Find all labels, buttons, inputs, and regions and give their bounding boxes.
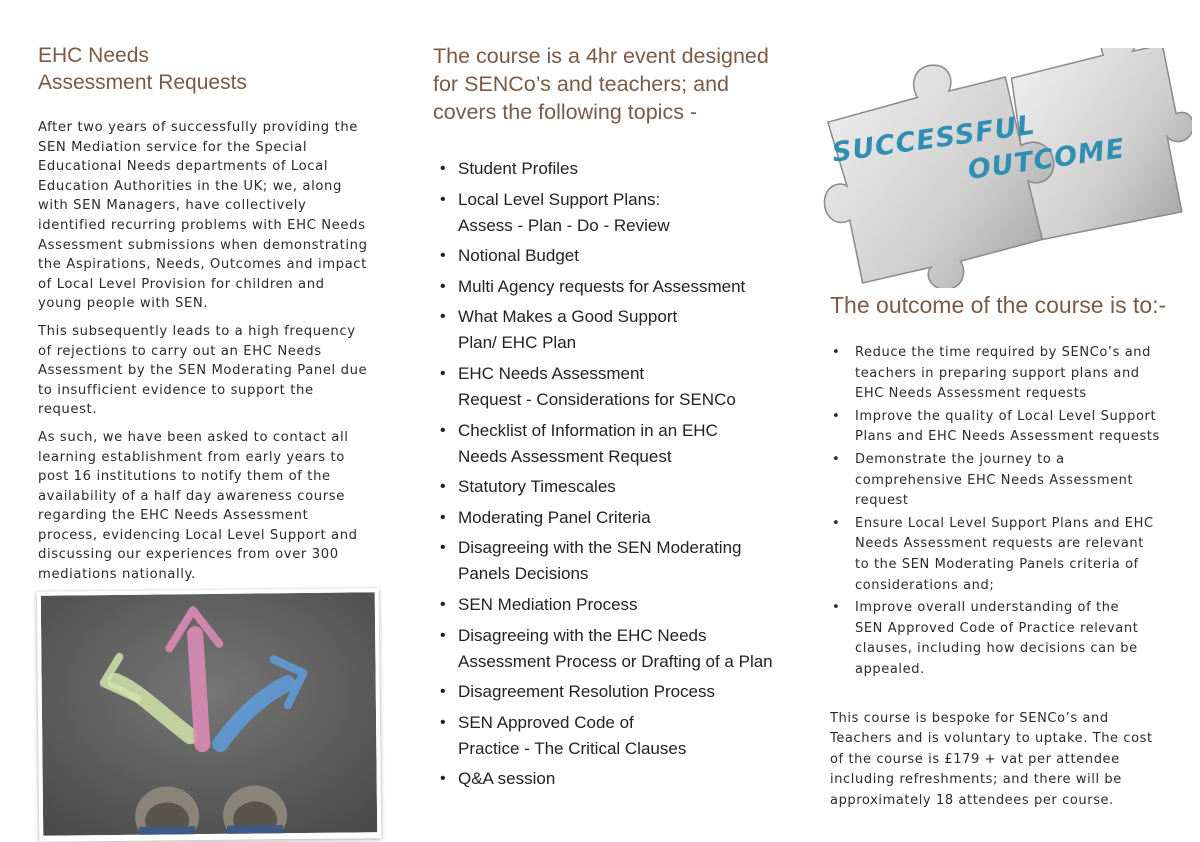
course-column — [433, 42, 803, 797]
outcome-line: comprehensive EHC Needs Assessment — [855, 472, 1134, 488]
topic-item — [433, 766, 803, 792]
topic-line: • Local Level Support Plans: — [458, 189, 661, 209]
outcome-line: • Improve overall understanding of the — [855, 600, 1120, 616]
bespoke-line: This course is bespoke for SENCo’s and — [830, 710, 1109, 726]
topic-line: Request - Considerations for SENCo — [458, 389, 736, 409]
outcome-line: Plans and EHC Needs Assessment requests — [855, 429, 1160, 445]
course-heading — [433, 42, 803, 126]
topic-item — [433, 679, 803, 705]
intro-heading-line: EHC Needs — [38, 44, 149, 67]
topic-item — [433, 505, 803, 531]
topic-line: Panels Decisions — [458, 564, 589, 584]
topic-line: Assess - Plan - Do - Review — [458, 215, 670, 235]
topic-line: Needs Assessment Request — [458, 446, 672, 466]
chalk-arrows-photo — [37, 588, 382, 842]
topic-line: Plan/ EHC Plan — [458, 333, 577, 353]
course-heading-line: for SENCo’s and teachers; and — [433, 72, 729, 96]
intro-paragraph: As such, we have been asked to contact all learning establishment from early years to post 16 institutions to notify them of the availability of a half day awareness course regarding the EHC Needs Assessment process, evidencing Local Level Support and discussing our experiences from over 300 mediations nationally. — [38, 429, 358, 583]
chalk-arrows-illustration — [41, 592, 377, 835]
bespoke-line: of the course is £179 + vat per attendee — [830, 751, 1120, 767]
outcome-item — [830, 514, 1170, 596]
intro-heading-line: Assessment Requests — [38, 71, 247, 94]
puzzle-pieces-icon — [818, 48, 1192, 288]
topic-item — [433, 474, 803, 500]
topic-line: • Checklist of Information in an EHC — [458, 420, 718, 440]
topic-line: • SEN Approved Code of — [458, 712, 634, 732]
outcome-heading: The outcome of the course is to:- — [830, 292, 1167, 318]
topic-item — [433, 535, 803, 587]
outcome-line: • Reduce the time required by SENCo’s and — [855, 345, 1151, 360]
intro-paragraph: This subsequently leads to a high frequency of rejections to carry out an EHC Needs Assessment by the SEN Moderating Panel due to insufficient evidence to support the request. — [38, 323, 368, 418]
topics-list — [433, 156, 803, 792]
topic-item — [433, 304, 803, 356]
topic-line: • Disagreeing with the EHC Needs — [458, 625, 707, 645]
topic-line: • Multi Agency requests for Assessment — [458, 276, 746, 296]
outcome-item — [830, 450, 1170, 512]
outcome-item — [830, 407, 1170, 448]
bespoke-line: including refreshments; and there will be — [830, 772, 1122, 788]
topic-item — [433, 274, 803, 300]
outcome-item — [830, 343, 1170, 405]
bespoke-paragraph — [830, 709, 1170, 812]
intro-paragraph: After two years of successfully providing the SEN Mediation service for the Special Educational Needs departments of Local Education Authorities in the UK; we, along with SEN Managers, have collectively identified recurring problems with EHC Needs Assessment submissions when demonstrating the Aspirations, Needs, Outcomes and impact of Local Level Provision for children and young people with SEN. — [38, 120, 368, 312]
topic-item — [433, 243, 803, 269]
topic-item — [433, 418, 803, 470]
intro-heading — [38, 42, 368, 96]
course-heading-line: covers the following topics - — [433, 100, 698, 124]
outcome-line: to the SEN Moderating Panels criteria of — [855, 556, 1139, 572]
puzzle-word2: OUTCOME — [965, 133, 1128, 187]
topic-line: • Notional Budget — [458, 246, 579, 266]
outcomes-list — [830, 343, 1170, 681]
outcome-line: teachers in preparing support plans and — [855, 365, 1140, 381]
topic-item — [433, 361, 803, 413]
topic-line: • Q&A session — [458, 769, 556, 789]
topic-line: • EHC Needs Assessment — [458, 363, 645, 383]
topic-line: • Disagreeing with the SEN Moderating — [458, 538, 742, 558]
topic-line: • Moderating Panel Criteria — [458, 507, 651, 527]
topic-item — [433, 187, 803, 239]
outcome-line: • Improve the quality of Local Level Support — [855, 408, 1157, 424]
topic-item — [433, 710, 803, 762]
topic-line: • Student Profiles — [458, 159, 579, 178]
outcome-line: • Ensure Local Level Support Plans and EHC — [855, 515, 1154, 531]
outcome-line: considerations and; — [855, 577, 995, 593]
topic-item — [433, 156, 803, 182]
bespoke-line: approximately 18 attendees per course. — [830, 792, 1114, 808]
outcome-line: clauses, including how decisions can be — [855, 641, 1138, 657]
topic-line: • Statutory Timescales — [458, 477, 616, 497]
topic-item — [433, 592, 803, 618]
topic-line: Practice - The Critical Clauses — [458, 738, 687, 758]
outcome-line: Needs Assessment requests are relevant — [855, 536, 1144, 552]
bespoke-line: Teachers and is voluntary to uptake. The cost — [830, 731, 1153, 747]
outcome-line: request — [855, 493, 909, 509]
outcome-column — [830, 290, 1170, 811]
topic-line: Assessment Process or Drafting of a Plan — [458, 651, 773, 671]
outcome-item — [830, 598, 1170, 680]
topic-line: • SEN Mediation Process — [458, 594, 638, 614]
topic-item — [433, 623, 803, 675]
outcome-line: SEN Approved Code of Practice relevant — [855, 620, 1139, 636]
outcome-line: EHC Needs Assessment requests — [855, 386, 1087, 402]
outcome-line: • Demonstrate the journey to a — [855, 451, 1065, 467]
topic-line: • What Makes a Good Support — [458, 307, 678, 327]
puzzle-graphic — [818, 48, 1192, 288]
puzzle-word1: SUCCESSFUL — [830, 109, 1038, 169]
outcome-line: appealed. — [855, 661, 925, 677]
course-heading-line: The course is a 4hr event designed — [433, 44, 769, 68]
topic-line: • Disagreement Resolution Process — [458, 682, 716, 702]
intro-column — [38, 42, 368, 593]
